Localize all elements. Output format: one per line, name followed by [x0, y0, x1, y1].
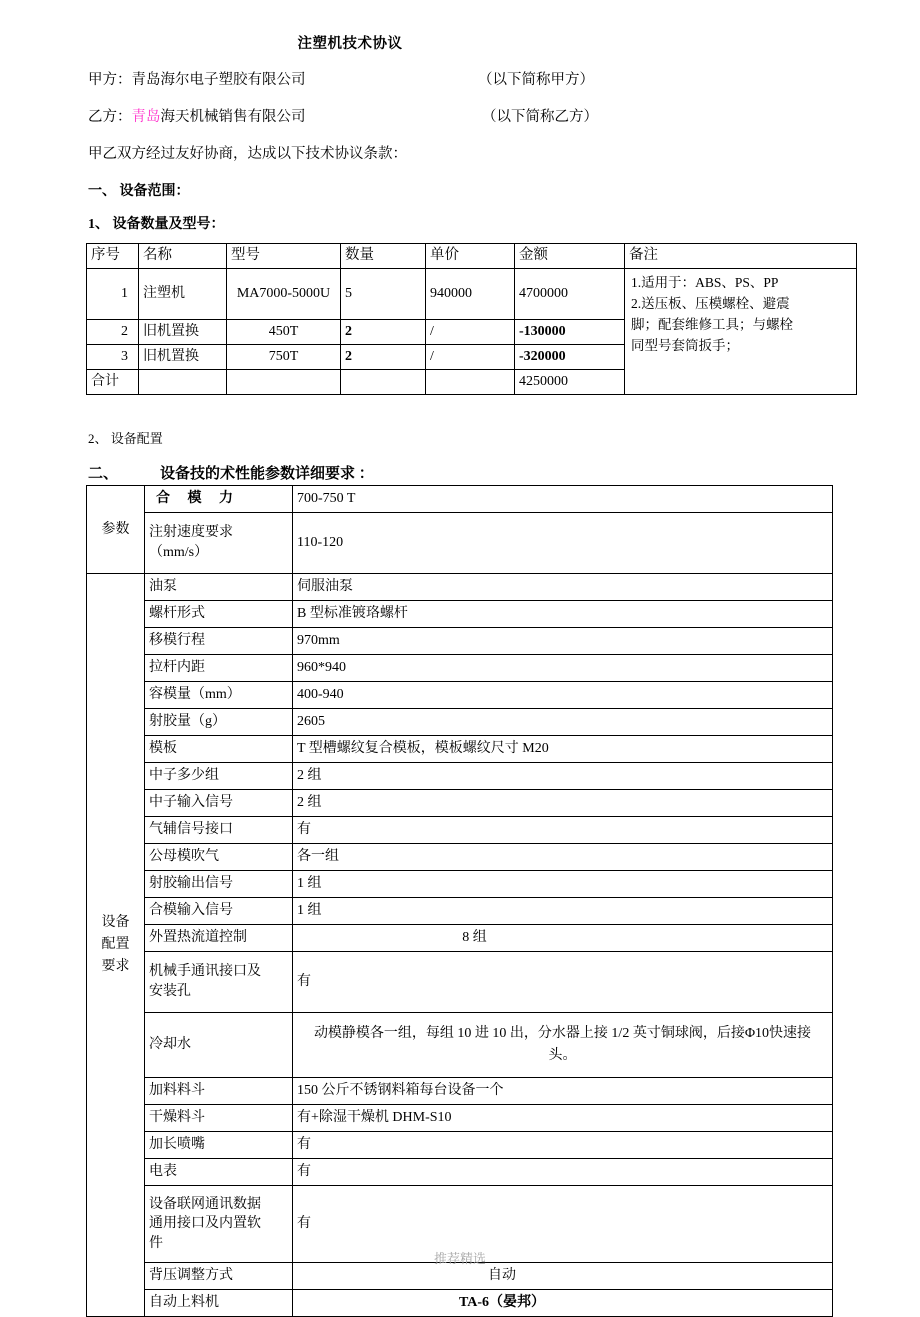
group-label-config	[87, 574, 145, 1317]
spec-key-24: 自动上料机	[145, 1290, 293, 1317]
remark-line-4: 同型号套筒扳手；	[631, 337, 739, 353]
section-2-title: 设备技的术性能参数详细要求 ：	[160, 466, 374, 482]
page-title: 注塑机技术协议	[297, 36, 403, 52]
party-a-line	[88, 68, 848, 89]
spec-key-10: 中子输入信号	[145, 790, 293, 817]
table-row	[87, 513, 833, 574]
subsection-heading-2: 2、 设备配置	[88, 431, 163, 446]
intro-paragraph: 甲乙双方经过友好协商，达成以下技术协议条款：	[88, 146, 407, 162]
cell-amount-1: 4700000	[515, 269, 625, 320]
spec-val-12: 各一组	[293, 844, 833, 871]
spec-key-18: 加料料斗	[145, 1078, 293, 1105]
cell-empty-qty	[341, 370, 426, 395]
col-header-remark: 备注	[625, 244, 857, 269]
party-b-line	[88, 105, 848, 126]
cell-model-1: MA7000-5000U	[227, 269, 341, 320]
spec-val-5: 960*940	[293, 655, 833, 682]
spec-val-0: 700-750 T	[293, 486, 833, 513]
spec-key-20: 加长喷嘴	[145, 1132, 293, 1159]
cell-empty-model	[227, 370, 341, 395]
spec-val-17: 动模静模各一组，每组 10 进 10 出，分水器上接 1/2 英寸铜球阀，后接Φ10快速接头。	[293, 1013, 833, 1078]
group-config-line1: 设备	[101, 915, 130, 931]
table-row	[87, 655, 833, 682]
spec-val-6: 400-940	[293, 682, 833, 709]
party-b-highlight: 青岛	[131, 109, 161, 125]
spec-val-22: 有	[293, 1186, 833, 1263]
cell-amount-2: -130000	[515, 320, 625, 345]
spec-val-1: 110-120	[293, 513, 833, 574]
spec-val-14: 1 组	[293, 898, 833, 925]
spec-val-24: TA-6（晏邦）	[293, 1290, 833, 1317]
spec-key-1-line2: （mm/s）	[149, 545, 209, 560]
spec-val-23: 自动	[293, 1263, 833, 1290]
spec-val-9: 2 组	[293, 763, 833, 790]
table-row	[87, 486, 833, 513]
spec-key-1	[145, 513, 293, 574]
table-row	[87, 763, 833, 790]
footer-note: 推荐精选	[433, 1251, 486, 1266]
table-row	[87, 790, 833, 817]
table-row	[87, 1078, 833, 1105]
party-b-suffix: （以下简称乙方）	[482, 109, 598, 125]
table-row	[87, 925, 833, 952]
spec-val-8: T 型槽螺纹复合模板，模板螺纹尺寸 M20	[293, 736, 833, 763]
table-row	[87, 1159, 833, 1186]
spec-key-2: 油泵	[145, 574, 293, 601]
section-heading-1: 一、 设备范围：	[88, 184, 190, 199]
spec-val-4: 970mm	[293, 628, 833, 655]
section-2-number: 二、	[88, 466, 119, 482]
spec-val-15: 8 组	[293, 925, 833, 952]
cell-qty-3: 2	[341, 345, 426, 370]
table-row	[87, 244, 857, 269]
col-header-no: 序号	[87, 244, 139, 269]
cell-price-2: /	[426, 320, 515, 345]
spec-key-22-line3: 件	[149, 1235, 163, 1251]
cell-no-3: 3	[87, 345, 139, 370]
spec-val-10: 2 组	[293, 790, 833, 817]
spec-key-3: 螺杆形式	[145, 601, 293, 628]
table-row	[87, 682, 833, 709]
cell-no-2: 2	[87, 320, 139, 345]
party-a-suffix: （以下简称甲方）	[478, 72, 594, 88]
cell-qty-1: 5	[341, 269, 426, 320]
spec-key-11: 气辅信号接口	[145, 817, 293, 844]
spec-val-20: 有	[293, 1132, 833, 1159]
spec-key-22-line2: 通用接口及内置软	[149, 1216, 261, 1232]
cell-name-2: 旧机置换	[139, 320, 227, 345]
cell-price-1: 940000	[426, 269, 515, 320]
cell-qty-2: 2	[341, 320, 426, 345]
group-label-params: 参数	[87, 486, 145, 574]
table-row	[87, 1013, 833, 1078]
spec-val-7: 2605	[293, 709, 833, 736]
cell-remark	[625, 269, 857, 395]
remark-line-3: 脚；配套维修工具；与螺栓	[631, 316, 793, 332]
subsection-heading-1: 1、 设备数量及型号：	[88, 217, 225, 232]
table-row	[87, 898, 833, 925]
col-header-model: 型号	[227, 244, 341, 269]
spec-val-11: 有	[293, 817, 833, 844]
table-row	[87, 628, 833, 655]
spec-key-17: 冷却水	[145, 1013, 293, 1078]
spec-key-7: 射胶量（g）	[145, 709, 293, 736]
cell-model-3: 750T	[227, 345, 341, 370]
cell-price-3: /	[426, 345, 515, 370]
spec-val-3: B 型标准镀珞螺杆	[293, 601, 833, 628]
table-row	[87, 1105, 833, 1132]
table-row	[87, 736, 833, 763]
spec-key-21: 电表	[145, 1159, 293, 1186]
party-b-label-rest: 海天机械销售有限公司	[160, 109, 306, 125]
table-row	[87, 952, 833, 1013]
cell-amount-3: -320000	[515, 345, 625, 370]
group-config-line2: 配置	[101, 937, 130, 953]
spec-key-14: 合模输入信号	[145, 898, 293, 925]
equipment-table	[86, 243, 857, 395]
section-heading-2	[88, 462, 374, 483]
spec-key-0: 合 模 力	[145, 486, 293, 513]
table-row	[87, 1290, 833, 1317]
col-header-name: 名称	[139, 244, 227, 269]
table-row	[87, 709, 833, 736]
spec-key-12: 公母模吹气	[145, 844, 293, 871]
table-row	[87, 601, 833, 628]
cell-model-2: 450T	[227, 320, 341, 345]
table-row	[87, 269, 857, 320]
spec-key-15: 外置热流道控制	[145, 925, 293, 952]
spec-key-16-line2: 安装孔	[149, 984, 191, 999]
table-row	[87, 574, 833, 601]
col-header-qty: 数量	[341, 244, 426, 269]
party-b-label-prefix: 乙方：	[88, 109, 132, 125]
spec-table	[86, 485, 833, 1317]
group-config-line3: 要求	[101, 958, 130, 974]
spec-key-19: 干燥料斗	[145, 1105, 293, 1132]
spec-key-4: 移模行程	[145, 628, 293, 655]
spec-val-13: 1 组	[293, 871, 833, 898]
cell-empty-price	[426, 370, 515, 395]
table-row	[87, 817, 833, 844]
remark-line-1: 1.适用于：ABS、PS、PP	[631, 275, 779, 290]
spec-key-23: 背压调整方式	[145, 1263, 293, 1290]
cell-name-1: 注塑机	[139, 269, 227, 320]
cell-total-label: 合计	[87, 370, 139, 395]
cell-empty-name	[139, 370, 227, 395]
spec-val-21: 有	[293, 1159, 833, 1186]
spec-key-9: 中子多少组	[145, 763, 293, 790]
cell-total-amount: 4250000	[515, 370, 625, 395]
spec-key-13: 射胶输出信号	[145, 871, 293, 898]
spec-key-16	[145, 952, 293, 1013]
spec-key-16-line1: 机械手通讯接口及	[149, 964, 261, 980]
remark-line-2: 2.送压板、压模螺栓、避震	[631, 295, 790, 311]
spec-key-22-line1: 设备联网通讯数据	[149, 1196, 261, 1212]
spec-key-6: 容模量（mm）	[145, 682, 293, 709]
table-row	[87, 871, 833, 898]
cell-no-1: 1	[87, 269, 139, 320]
col-header-price: 单价	[426, 244, 515, 269]
spec-val-18: 150 公斤不锈钢料箱每台设备一个	[293, 1078, 833, 1105]
col-header-amount: 金额	[515, 244, 625, 269]
table-row	[87, 844, 833, 871]
spec-key-1-line1: 注射速度要求	[149, 525, 233, 541]
spec-val-16: 有	[293, 952, 833, 1013]
cell-name-3: 旧机置换	[139, 345, 227, 370]
spec-val-19: 有+除湿干燥机 DHM-S10	[293, 1105, 833, 1132]
spec-key-5: 拉杆内距	[145, 655, 293, 682]
spec-val-2: 伺服油泵	[293, 574, 833, 601]
spec-key-8: 模板	[145, 736, 293, 763]
table-row	[87, 1132, 833, 1159]
party-a-label: 甲方：青岛海尔电子塑胶有限公司	[88, 72, 306, 88]
